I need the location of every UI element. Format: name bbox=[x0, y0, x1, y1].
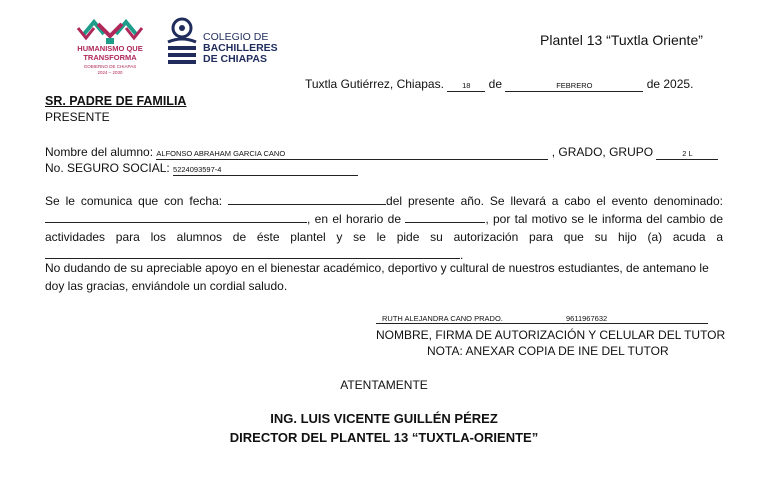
body-paragraph-1: Se le comunica que con fecha: del presente año. Se llevará a cabo el evento denominado: , en el horario de , por tal motivo se le informa del cambio de actividades para los alumnos de éste plantel y se le pide su autorización para que su hijo (a) acuda a . bbox=[45, 194, 723, 262]
body-paragraph-2: No dudando de su apreciable apoyo en el bienestar académico, deportivo y cultural de nuestros estudiantes, de antemano le doy las gracias, enviándole un cordial saludo. bbox=[45, 261, 709, 293]
signature-caption: NOMBRE, FIRMA DE AUTORIZACIÓN Y CELULAR DEL TUTOR bbox=[376, 328, 726, 342]
p1-part-a: Se le comunica que con fecha: bbox=[45, 194, 223, 208]
month-field: FEBRERO bbox=[505, 80, 643, 92]
ine-note: NOTA: ANEXAR COPIA DE INE DEL TUTOR bbox=[427, 344, 669, 358]
director-name: ING. LUIS VICENTE GUILLÉN PÉREZ bbox=[270, 411, 498, 426]
government-logo bbox=[70, 14, 150, 84]
cobach-line-3: DE CHIAPAS bbox=[203, 53, 267, 65]
destination-blank bbox=[45, 247, 460, 259]
p1-part-c: , en el horario de bbox=[307, 212, 402, 226]
date-line bbox=[305, 77, 693, 92]
chevron-emblem-icon bbox=[70, 14, 150, 46]
schedule-blank bbox=[405, 211, 485, 223]
date-de: de bbox=[488, 77, 502, 91]
logo-line-2: TRANSFORMA bbox=[83, 53, 137, 62]
atentamente: ATENTAMENTE bbox=[340, 378, 428, 392]
addressee-subtitle: PRESENTE bbox=[45, 110, 110, 124]
day-field: 18 bbox=[447, 80, 485, 92]
cobach-wordmark bbox=[203, 32, 278, 65]
signature-line bbox=[376, 313, 708, 324]
student-name-label: Nombre del alumno: bbox=[45, 145, 154, 159]
director-title: DIRECTOR DEL PLANTEL 13 “TUXTLA-ORIENTE” bbox=[229, 430, 539, 445]
p1-part-d: , por tal motivo se le informa del cambio de actividades para los alumnos de éste plantel y se le pide su autorización para que su hijo (a) acuda a bbox=[45, 212, 723, 244]
tutor-name: RUTH ALEJANDRA CANO PRADO. bbox=[382, 314, 503, 323]
nss-line bbox=[45, 161, 358, 176]
grade-label: , GRADO, GRUPO bbox=[551, 145, 654, 159]
event-date-blank bbox=[228, 193, 386, 205]
nss-label: No. SEGURO SOCIAL: bbox=[45, 161, 170, 175]
nss-field: 5224093597-4 bbox=[173, 164, 358, 176]
city-prefix: Tuxtla Gutiérrez, Chiapas. bbox=[305, 77, 444, 91]
addressee-title: SR. PADRE DE FAMILIA bbox=[45, 94, 187, 108]
plantel-heading: Plantel 13 “Tuxtla Oriente” bbox=[540, 32, 703, 48]
cobach-line-1: COLEGIO DE bbox=[203, 31, 269, 43]
cobach-line-2: BACHILLERES bbox=[203, 42, 278, 54]
logo-line-1: HUMANISMO QUE bbox=[77, 44, 143, 53]
student-name-line bbox=[45, 145, 718, 160]
tutor-phone: 9611967632 bbox=[566, 314, 608, 323]
year-suffix: de 2025. bbox=[646, 77, 694, 91]
event-name-blank bbox=[45, 211, 307, 223]
logo-line-3: GOBIERNO DE CHIAPAS bbox=[83, 64, 137, 69]
grade-field: 2 L bbox=[656, 148, 718, 160]
p1-part-b: del presente año. Se llevará a cabo el evento denominado: bbox=[386, 194, 723, 208]
logo-line-4: 2024 – 2030 bbox=[97, 70, 123, 75]
student-name-field: ALFONSO ABRAHAM GARCIA CANO bbox=[156, 148, 548, 160]
cobach-logo-icon bbox=[164, 16, 200, 66]
